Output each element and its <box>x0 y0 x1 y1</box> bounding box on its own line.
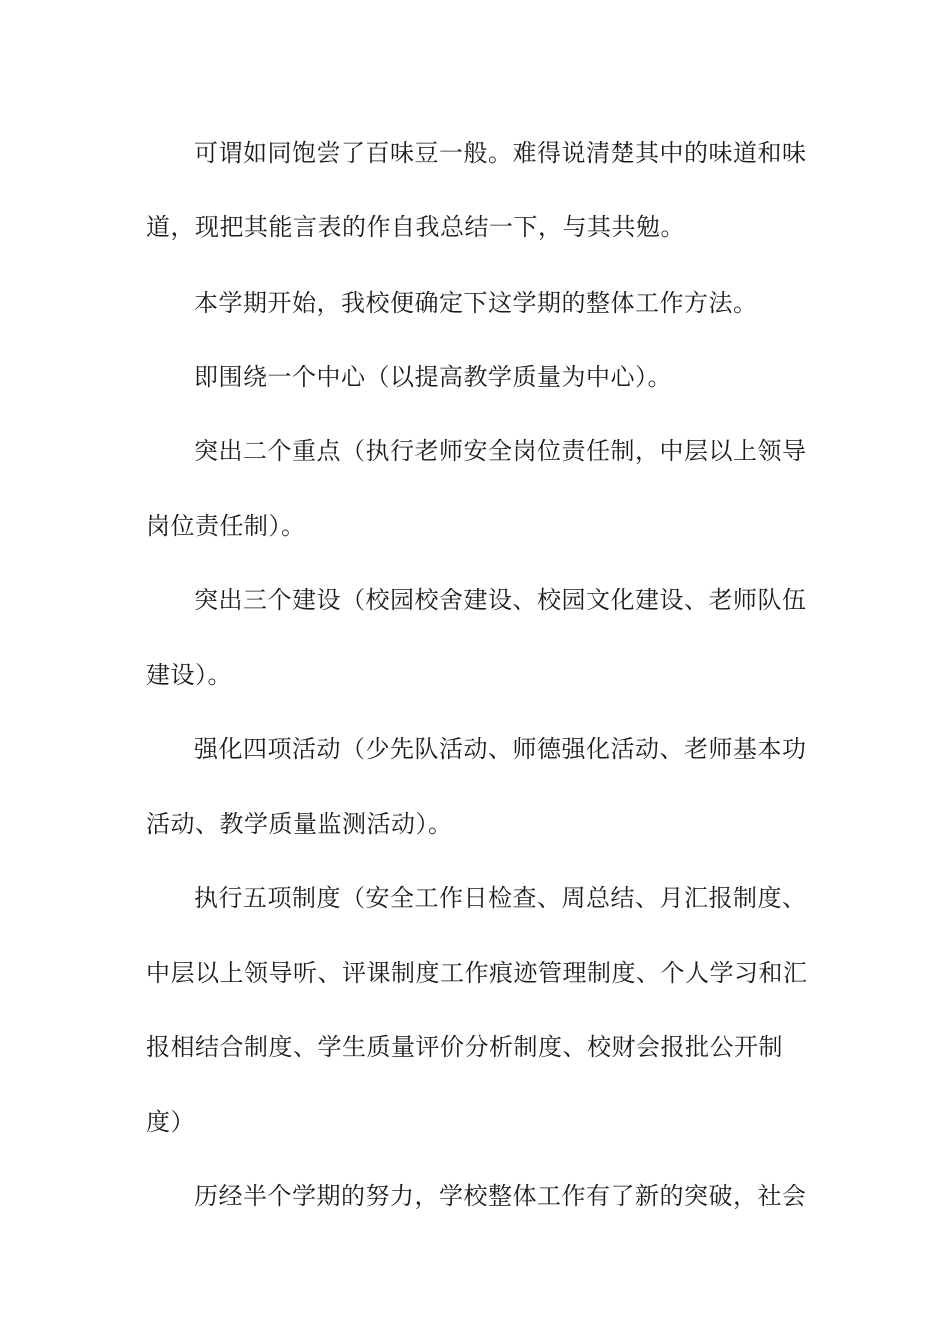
text-line: 道，现把其能言表的作自我总结一下，与其共勉。 <box>146 213 685 241</box>
text-line: 突出二个重点（执行老师安全岗位责任制，中层以上领导 <box>194 437 807 465</box>
text-line: 可谓如同饱尝了百味豆一般。难得说清楚其中的味道和味 <box>194 139 807 167</box>
text-line: 本学期开始，我校便确定下这学期的整体工作方法。 <box>194 289 758 317</box>
text-line: 岗位责任制）。 <box>146 512 306 540</box>
text-line: 强化四项活动（少先队活动、师德强化活动、老师基本功 <box>194 735 807 763</box>
text-line: 建设）。 <box>146 661 232 689</box>
text-line: 报相结合制度、学生质量评价分析制度、校财会报批公开制 <box>146 1033 783 1061</box>
text-line: 执行五项制度（安全工作日检查、周总结、月汇报制度、 <box>194 884 807 912</box>
text-line: 即围绕一个中心（以提高教学质量为中心）。 <box>194 363 672 391</box>
text-line: 活动、教学质量监测活动）。 <box>146 810 453 838</box>
text-line: 中层以上领导听、评课制度工作痕迹管理制度、个人学习和汇 <box>146 959 808 987</box>
text-line: 度） <box>146 1108 195 1136</box>
text-line: 突出三个建设（校园校舍建设、校园文化建设、老师队伍 <box>194 586 807 614</box>
text-line: 历经半个学期的努力，学校整体工作有了新的突破，社会 <box>194 1182 807 1210</box>
